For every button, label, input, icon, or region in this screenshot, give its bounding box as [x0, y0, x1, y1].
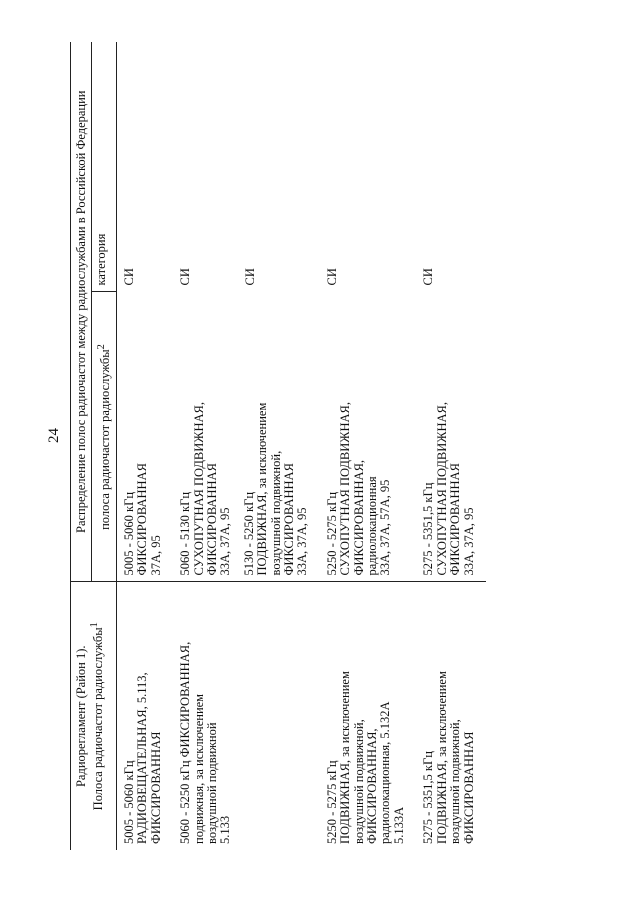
band-entry — [422, 299, 476, 576]
radio-regulations-cell — [416, 582, 486, 850]
russian-band-cell — [320, 292, 416, 582]
footnote-ref-2: 2 — [96, 344, 108, 350]
cell-line: СУХОПУТНАЯ ПОДВИЖНАЯ, — [338, 401, 353, 576]
cell-line: 5060 - 5250 кГц ФИКСИРОВАННАЯ, — [178, 641, 193, 844]
category-value: СИ — [242, 268, 257, 286]
cell-line: РАДИОВЕЩАТЕЛЬНАЯ, 5.113, — [135, 672, 150, 844]
cell-line: ПОДВИЖНАЯ, за исключением — [338, 671, 353, 844]
cell-line: ФИКСИРОВАННАЯ — [148, 731, 163, 844]
cell-line: СУХОПУТНАЯ ПОДВИЖНАЯ, — [434, 401, 449, 576]
category-cell — [173, 42, 320, 292]
header-radio-regulations — [71, 582, 117, 850]
cell-line: ФИКСИРОВАННАЯ — [135, 463, 150, 576]
cell-line: 5.133 — [218, 815, 233, 844]
cell-line: 33А, 37А, 95 — [295, 507, 310, 576]
cell-line: воздушной подвижной, — [268, 450, 283, 576]
cell-line: ФИКСИРОВАННАЯ, — [365, 728, 380, 844]
table-row — [320, 42, 416, 850]
cell-line: воздушной подвижной — [205, 722, 219, 844]
radio-regulations-cell — [173, 582, 320, 850]
cell-line: 5275 - 5351,5 кГц — [421, 482, 436, 576]
cell-line: СУХОПУТНАЯ ПОДВИЖНАЯ, — [191, 401, 206, 576]
header-left-line2 — [88, 589, 106, 845]
band-entry — [243, 299, 310, 576]
header-category-column: категория — [92, 42, 117, 292]
radio-regulations-cell — [116, 582, 173, 850]
table-body — [116, 42, 485, 850]
category-value: СИ — [324, 268, 339, 286]
page-number: 24 — [46, 428, 62, 443]
cell-line: радиолокационная — [365, 476, 380, 576]
category-value: СИ — [178, 268, 193, 286]
russian-band-cell — [116, 292, 173, 582]
category-cell — [320, 42, 416, 292]
cell-line: 5005 - 5060 кГц — [121, 760, 136, 844]
footnote-ref-1: 1 — [89, 622, 101, 628]
cell-line: ПОДВИЖНАЯ, за исключением — [255, 402, 270, 576]
cell-line: подвижная, за исключением — [191, 693, 206, 844]
category-cell — [416, 42, 486, 292]
table-row — [173, 42, 320, 850]
header-band-column — [92, 292, 117, 582]
cell-line: 5060 - 5130 кГц — [178, 491, 193, 576]
cell-line: ФИКСИРОВАННАЯ — [448, 463, 463, 576]
cell-line: 5005 - 5060 кГц — [121, 491, 136, 576]
table-row — [116, 42, 173, 850]
header-band-text: полоса радиочастот радиослужбы — [98, 349, 113, 530]
cell-line: ФИКСИРОВАННАЯ — [461, 731, 476, 844]
cell-line: воздушной подвижной, — [448, 719, 463, 844]
cell-line: ФИКСИРОВАННАЯ — [205, 463, 219, 576]
cell-line: 5130 - 5250 кГц — [241, 491, 256, 576]
band-entry — [326, 299, 393, 576]
header-left-line2-text: Полоса радиочастот радиослужбы — [91, 627, 106, 811]
cell-line: 5250 - 5275 кГц — [324, 491, 339, 576]
cell-line: 5.133А — [391, 806, 406, 844]
cell-line: ФИКСИРОВАННАЯ, — [351, 459, 366, 576]
rotated-page-content — [70, 40, 535, 850]
table-row — [416, 42, 486, 850]
category-cell — [116, 42, 173, 292]
cell-line: 33А, 37А, 95 — [461, 507, 476, 576]
radio-regulations-cell — [320, 582, 416, 850]
cell-line: ФИКСИРОВАННАЯ — [282, 463, 297, 576]
category-value: СИ — [421, 268, 436, 286]
header-russian-allocation: Распределение полос радиочастот между радиослужбами в Российской Федерации — [71, 42, 92, 582]
cell-line: 5250 - 5275 кГц — [324, 760, 339, 844]
cell-line: 33А, 37А, 95 — [218, 507, 233, 576]
cell-line: воздушной подвижной, — [351, 719, 366, 844]
cell-line: 33А, 37А, 57А, 95 — [378, 479, 393, 576]
russian-band-cell — [416, 292, 486, 582]
cell-line: радиолокационная, 5.132А — [378, 701, 393, 844]
frequency-allocation-table — [70, 42, 486, 850]
header-left-line1: Радиорегламент (Район 1). — [74, 645, 88, 788]
band-entry — [179, 299, 233, 576]
band-entry — [123, 299, 163, 576]
cell-line: 5275 - 5351,5 кГц — [421, 751, 436, 844]
category-value: СИ — [121, 268, 136, 286]
russian-band-cell — [173, 292, 320, 582]
cell-line: 37А, 95 — [148, 535, 163, 576]
cell-line: ПОДВИЖНАЯ, за исключением — [434, 671, 449, 844]
